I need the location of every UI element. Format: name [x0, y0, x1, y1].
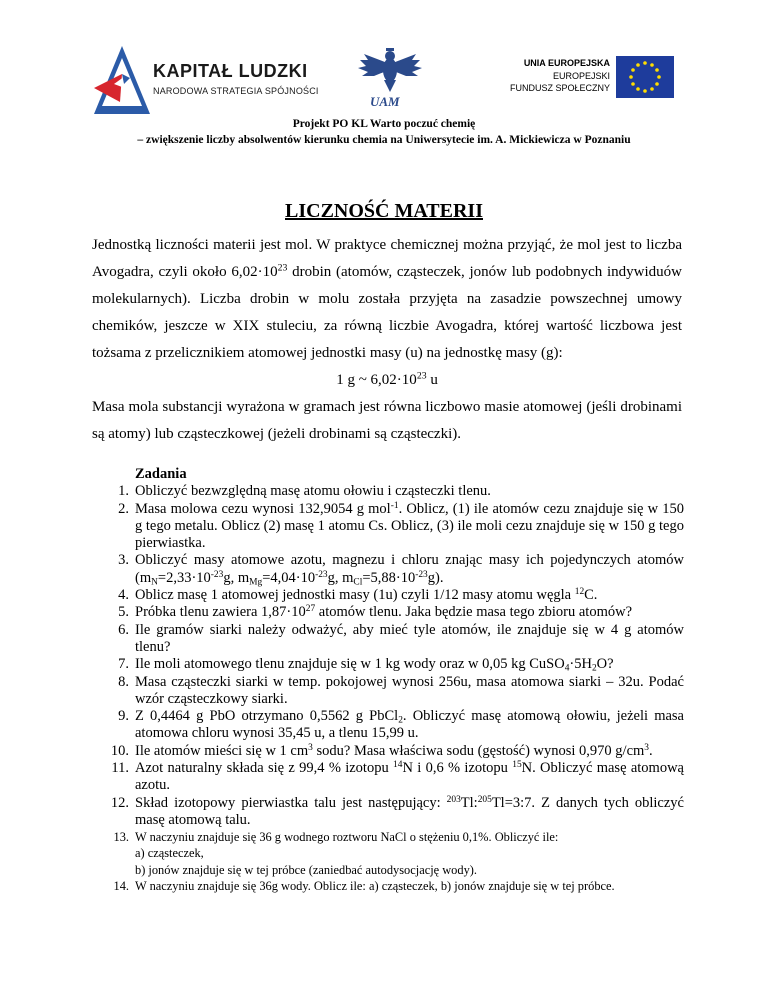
- eagle-emblem-icon: [354, 48, 426, 96]
- task-item: 9. Z 0,4464 g PbO otrzymano 0,5562 g PbCl$_2$. Obliczyć masę atomową ołowiu, jeżeli masa atomowa chloru wynosi 35,45 u, a tlenu 15,99 u.: [118, 708, 684, 742]
- task-item: 10. Ile atomów mieści się w 1 $cm^3$ sodu? Masa właściwa sodu (gęstość) wynosi 0,970 $g/cm^3$.: [110, 742, 653, 759]
- document-title: LICZNOŚĆ MATERII: [285, 200, 483, 222]
- kapital-ludzki-emblem-icon: [92, 44, 152, 116]
- eu-flag-icon: [616, 56, 674, 98]
- task-item: 2. Masa molowa cezu wynosi 132,9054 g mol$^{-1}$. Oblicz, (1) ile atomów cezu znajduje się w 150 g tego metalu. Oblicz (2) masę 1 atomu Cs. Oblicz, (3) ile moli cezu znajduje się w 150 g tego pierwiastka.: [118, 500, 685, 552]
- task-item: 11. Azot naturalny składa się z 99,4 % izotopu $^{14}$N i 0,6 % izotopu $^{15}$N. Obliczyć masę atomową azotu.: [111, 759, 684, 794]
- eu-logo: [509, 56, 674, 106]
- task-item: 13. W naczyniu znajduje się 36 g wodnego roztworu NaCl o stężeniu 0,1%. Obliczyć ile: a) cząsteczek, b) jonów znajduje się w tej próbce (zaniedbać autodysocjację wody).: [113, 830, 559, 877]
- task-item: 7. Ile moli atomowego tlenu znajduje się w 1 kg wody oraz w 0,05 kg $CuSO_4\cdot 5H_2O$?: [118, 656, 614, 674]
- task-item: 4. Oblicz masę 1 atomowej jednostki masy (1u) czyli 1/12 masy atomu węgla $^{12}$C.: [118, 586, 598, 604]
- task-item: 8. Masa cząsteczki siarki w temp. pokojowej wynosi 256u, masa atomowa siarki – 32u. Podać wzór cząsteczkowy siarki.: [118, 673, 684, 707]
- kapital-ludzki-title: KAPITAŁ LUDZKI: [153, 61, 308, 81]
- task-item: 3. Obliczyć masy atomowe azotu, magnezu i chloru znając masy ich pojedynczych atomów ($m_N=2,33\cdot 10^{-23}g$, $m_{Mg}=4,04\cdot 10^{-23}g$, $m_{Cl}=5,88\cdot 10^{-23}g$).: [118, 552, 684, 588]
- eu-line-1: UNIA EUROPEJSKA: [523, 58, 610, 68]
- avogadro-formula: 1 g ~ $6,02\cdot 10^{23}$ u: [336, 370, 438, 388]
- uam-logo: [354, 48, 426, 114]
- task-item: 6. Ile gramów siarki należy odważyć, aby mieć tyle atomów, ile znajduje się w 4 g atomów tlenu?: [118, 621, 684, 655]
- task-item: 1. Obliczyć bezwzględną masę atomu ołowiu i cząsteczki tlenu.: [118, 483, 491, 500]
- project-line-1: Projekt PO KL Warto poczuć chemię: [292, 118, 476, 130]
- intro-paragraph-1: Jednostką liczności materii jest mol. W praktyce chemicznej można przyjąć, że mol jest to liczba Avogadra, czyli około $6,02\cdot 10^{23}$ drobin (atomów, cząsteczek, jonów lub podobnych indywiduów molekularnych). Liczba drobin w molu została przyjęta na zasadzie powszechnej umowy chemików, jeszcze w XIX stuleciu, za równą liczbie Avogadra, której wartość liczbowa jest tożsama z przelicznikiem atomowej jednostki masy (u) na jednostkę masy (g):: [92, 237, 683, 361]
- project-line-2: – zwiększenie liczby absolwentów kierunku chemia na Uniwersytecie im. A. Mickiewicza w Poznaniu: [137, 134, 631, 146]
- kapital-ludzki-logo: [92, 44, 322, 116]
- task-item: 14. W naczyniu znajduje się 36g wody. Oblicz ile: a) cząsteczek, b) jonów znajduje się w tej próbce.: [113, 878, 615, 893]
- eu-line-2: EUROPEJSKI: [552, 71, 610, 81]
- kapital-ludzki-subtitle: NARODOWA STRATEGIA SPÓJNOŚCI: [153, 86, 319, 96]
- uam-label: UAM: [370, 94, 400, 109]
- intro-paragraph-2: Masa mola substancji wyrażona w gramach jest równa liczbowo masie atomowej (jeśli drobinami są atomy) lub cząsteczkowej (jeżeli drobinami są cząsteczki).: [92, 399, 682, 442]
- eu-line-3: FUNDUSZ SPOŁECZNY: [509, 83, 610, 93]
- task-item: 5. Próbka tlenu zawiera $1,87\cdot 10^{27}$ atomów tlenu. Jaka będzie masa tego zbioru atomów?: [118, 604, 633, 621]
- intro-text: [92, 232, 682, 448]
- eu-stars-icon: [616, 56, 674, 98]
- tasks-heading: Zadania: [135, 466, 187, 482]
- task-item: 12. Skład izotopowy pierwiastka talu jest następujący: $^{203}$Tl:$^{205}$Tl=3:7. Z danych tych obliczyć masę atomową talu.: [110, 794, 684, 828]
- tasks-list: [92, 466, 684, 894]
